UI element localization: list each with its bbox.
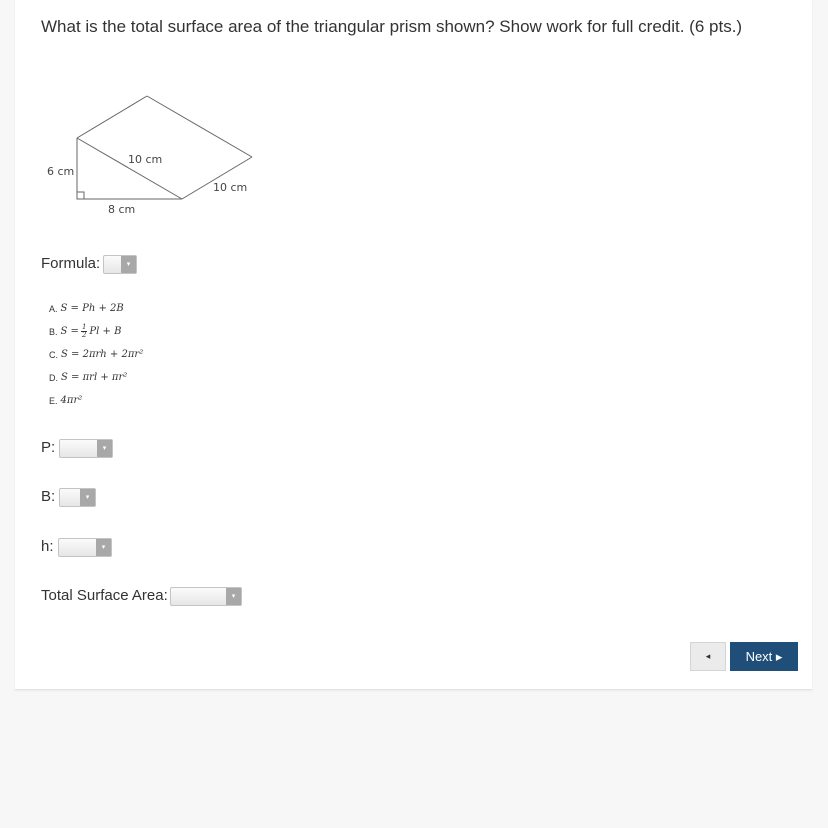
b-label: B: <box>41 488 56 505</box>
chevron-down-icon: ▾ <box>226 588 241 605</box>
choice-c: C. S = 2πrh + 2πr² <box>49 349 144 360</box>
p-label: P: <box>41 439 56 456</box>
choice-b: B. S = $\frac{1}{2}$ Pl + B <box>49 323 122 339</box>
choice-e: E. 4πr² <box>49 395 83 406</box>
next-button[interactable]: Next ▸ <box>730 642 798 671</box>
p-dropdown[interactable] <box>59 439 113 458</box>
triangular-prism-diagram <box>41 90 281 222</box>
formula-dropdown[interactable] <box>103 255 137 274</box>
question-text: What is the total surface area of the triangular prism shown? Show work for full credit. (6 pts.) <box>41 17 743 36</box>
total-surface-area-dropdown[interactable] <box>170 587 242 606</box>
fraction-one-half: $\frac{1}{2}$ <box>81 323 87 339</box>
chevron-down-icon: ▾ <box>80 489 95 506</box>
b-dropdown[interactable] <box>59 488 96 507</box>
question-card <box>15 0 812 690</box>
chevron-down-icon: ▾ <box>97 440 112 457</box>
prism-figure <box>41 90 281 227</box>
formula-choices <box>49 297 143 412</box>
top-left-edge <box>77 96 147 138</box>
chevron-down-icon: ▾ <box>96 539 111 556</box>
top-ridge-edge <box>147 96 252 157</box>
chevron-down-icon: ▾ <box>121 256 136 273</box>
h-label: h: <box>41 538 54 555</box>
hypotenuse-edge <box>77 138 182 199</box>
choice-d: D. S = πrl + πr² <box>49 372 128 383</box>
formula-label: Formula: <box>41 255 101 272</box>
base-label: 8 cm <box>108 203 136 216</box>
length-label: 10 cm <box>213 181 248 194</box>
total-surface-area-label: Total Surface Area: <box>41 587 168 604</box>
right-angle-marker <box>77 192 84 199</box>
choice-a: A. S = Ph + 2B <box>49 303 124 314</box>
previous-button[interactable]: ◂ <box>690 642 726 671</box>
hypotenuse-label: 10 cm <box>128 153 163 166</box>
height-label: 6 cm <box>47 165 75 178</box>
h-dropdown[interactable] <box>58 538 112 557</box>
